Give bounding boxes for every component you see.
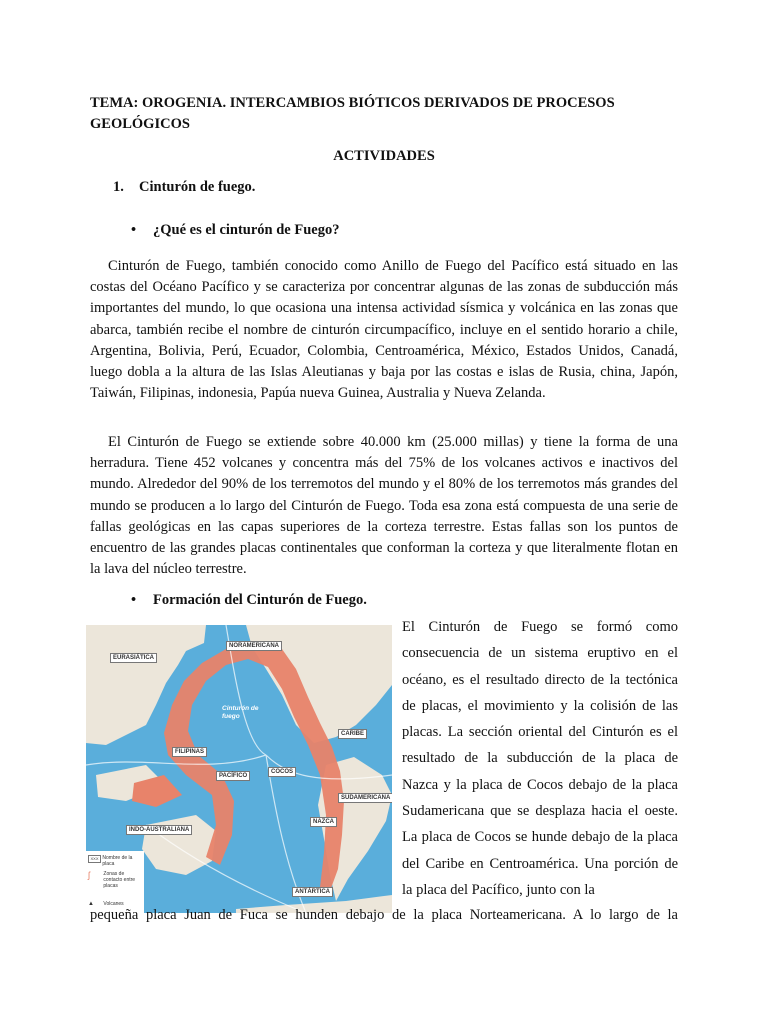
bullet-question-text: ¿Qué es el cinturón de Fuego?	[153, 222, 340, 238]
numbered-item	[113, 179, 255, 196]
paragraph-definition: Cinturón de Fuego, también conocido como Anillo de Fuego del Pacífico está situado en las costas del Océano Pacífico y se caracteriza por concentrar algunas de las zonas de subducción más importantes del mundo, lo que ocasiona una intensa actividad sísmica y volcánica en las zonas que abarca, también recibe el nombre de cinturón circumpacífico, incluye en el sentido horario a chile, Argentina, Bolivia, Perú, Ecuador, Colombia, Centroamérica, México, Estados Unidos, Canadá, luego dobla a la altura de las Islas Aleutianas y baja por las costas e islas de Rusia, china, Japón, Taiwán, Filipinas, indonesia, Papúa nueva Guinea, Australia y Nueva Zelanda.	[90, 258, 678, 402]
item-label: Cinturón de fuego.	[139, 179, 256, 195]
label-nazca: NAZCA	[310, 817, 337, 827]
paragraph-extent: El Cinturón de Fuego se extiende sobre 40.000 km (25.000 millas) y tiene la forma de una herradura. Tiene 452 volcanes y concentra más del 75% de los volcanes activos e inactivos del mundo. Alrededor del 90% de los terremotos del mundo y el 80% de los terremotos más grandes del mundo se producen a lo largo del Cinturón de Fuego. Toda esa zona está compuesta de una serie de fallas geológicas en las capas superiores de la corteza terrestre. Estas fallas son los puntos de encuentro de las grandes placas continentales que conforman la corteza y que literalmente flotan en la lava del núcleo terrestre.	[90, 434, 678, 578]
label-cocos: COCOS	[268, 767, 296, 777]
label-antartica: ANTÁRTICA	[292, 887, 333, 897]
bullet-formation-text: Formación del Cinturón de Fuego.	[153, 592, 367, 608]
label-filipinas: FILIPINAS	[172, 747, 207, 757]
legend-contact-zones	[88, 871, 141, 889]
volcano-icon: ▲	[88, 901, 94, 907]
legend-plate-symbol: XXX	[88, 855, 101, 863]
label-cinturon: Cinturón de fuego	[222, 705, 259, 720]
bullet-icon: •	[131, 222, 137, 238]
label-pacifico: PACÍFICO	[216, 771, 250, 781]
contact-zone-icon: ʃ	[88, 870, 90, 880]
label-indoaustraliana: INDO-AUSTRALIANA	[126, 825, 192, 835]
item-number: 1.	[113, 179, 124, 195]
legend-contact-text: Zonas de contacto entre placas	[103, 871, 136, 889]
land-australia	[142, 815, 216, 875]
legend-plate-text: Nombre de la placa	[102, 855, 133, 867]
map-legend	[86, 851, 144, 913]
label-caribe: CARIBE	[338, 729, 367, 739]
label-eurasiatica: EURASIÁTICA	[110, 653, 157, 663]
label-norteamericana: NORAMERICANA	[226, 641, 282, 651]
legend-volcanoes-text: Volcanes	[103, 901, 124, 907]
legend-plate-name	[88, 855, 140, 867]
section-heading: ACTIVIDADES	[333, 148, 435, 164]
bottom-line: pequeña placa Juan de Fuca se hunden debajo de la placa Norteamericana. A lo largo de la	[90, 907, 678, 923]
side-paragraph: El Cinturón de Fuego se formó como consecuencia de un sistema eruptivo en el océano, es el resultado directo de la tectónica de placas, el movimiento y la colisión de las placas. La sección oriental del Cinturón es el resultado de la subducción de la placa de Nazca y la placa de Cocos debajo de la placa Sudamericana que se desplaza hacia el oeste. La placa de Cocos se hunde debajo de la placa del Caribe en Centroamérica. Una porción de la placa del Pacífico, junto con la	[402, 619, 678, 898]
document-title: TEMA: OROGENIA. INTERCAMBIOS BIÓTICOS DERIVADOS DE PROCESOS GEOLÓGICOS	[90, 95, 615, 132]
ring-of-fire-map	[86, 625, 392, 913]
bullet-question	[131, 222, 339, 239]
bullet-icon: •	[131, 592, 137, 608]
label-sudamericana: SUDAMERICANA	[338, 793, 392, 803]
bullet-formation	[131, 592, 367, 609]
